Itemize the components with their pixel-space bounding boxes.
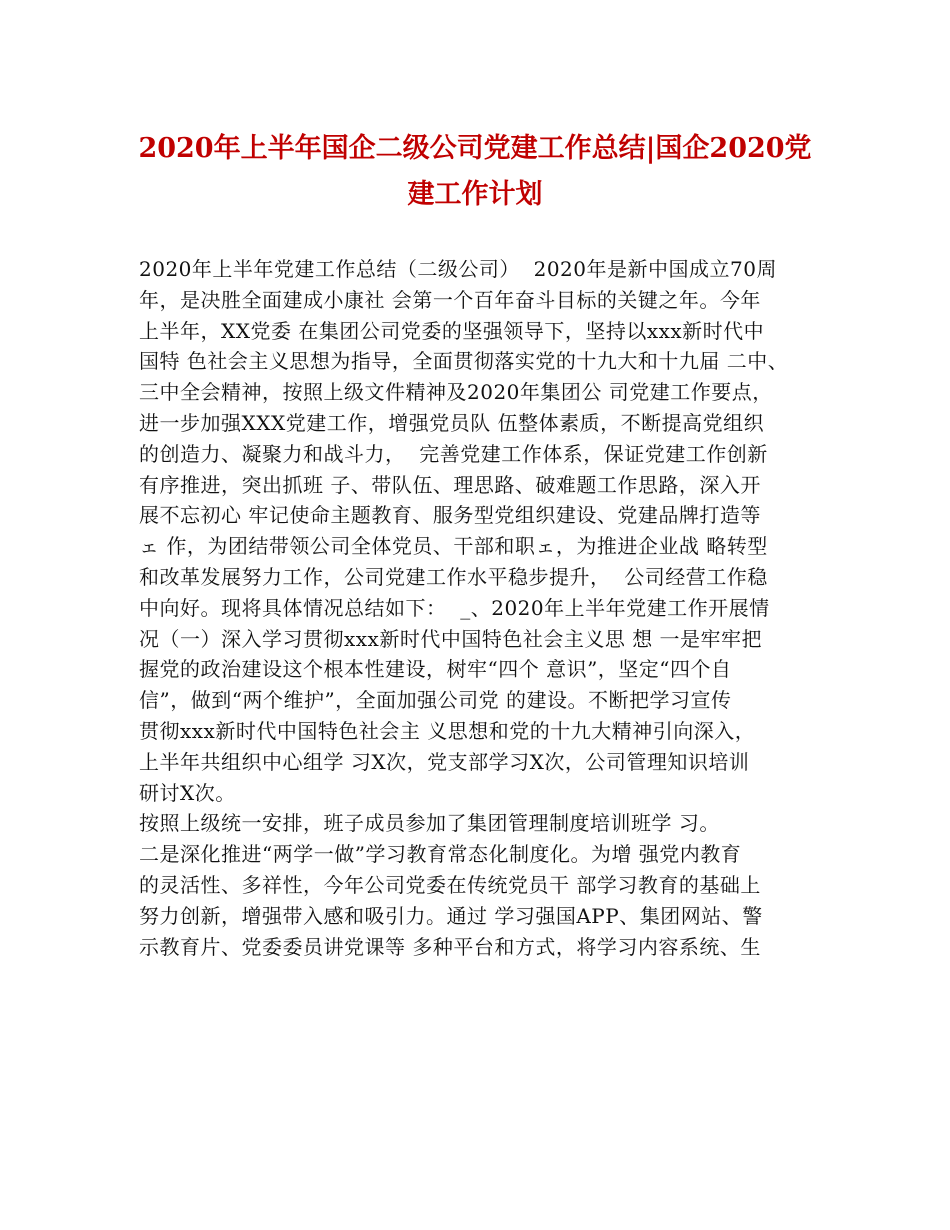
body-line: 研讨X次。 bbox=[139, 780, 236, 805]
body-line: 按照上级统一安排，班子成员参加了集团管理制度培训班学 习。 bbox=[139, 811, 720, 836]
title-line: 2020年上半年国企二级公司党建工作总结|国企2020党 bbox=[138, 133, 812, 164]
body-line: 努力创新，增强带入感和吸引力。通过 学习强国APP、集团网站、警 bbox=[139, 903, 763, 928]
body-line: 的灵活性、多祥性，今年公司党委在传统党员干 部学习教育的基础上 bbox=[139, 872, 761, 897]
body-line: 进一步加强XXX党建工作，增强党员队 伍整体素质，不断提高党组织 bbox=[139, 410, 765, 435]
body-line: 和改革发展努力工作，公司党建工作水平稳步提升， 公司经营工作稳 bbox=[139, 564, 768, 589]
document-title bbox=[120, 126, 830, 218]
body-line: 三中全会精神，按照上级文件精神及2020年集团公 司党建工作要点， bbox=[139, 380, 773, 405]
body-line: 握党的政治建设这个根本性建设，树牢“四个 意识”，坚定“四个自 bbox=[139, 657, 732, 682]
body-line: 2020年上半年党建工作总结（二级公司） 2020年是新中国成立70周 bbox=[139, 257, 777, 281]
body-line: 信”，做到“两个维护”，全面加强公司党 的建设。不断把学习宣传 bbox=[139, 688, 732, 713]
document-body bbox=[139, 254, 829, 962]
body-line: 国特 色社会主义思想为指导，全面贯彻落实党的十九大和十九届 二中、 bbox=[139, 349, 789, 374]
title-line: 建工作计划 bbox=[407, 179, 543, 210]
body-line: ェ 作，为团结带领公司全体党员、干部和职ェ，为推进企业战 略转型 bbox=[139, 534, 768, 559]
body-line: 中向好。现将具体情况总结如下： _、2020年上半年党建工作开展情 bbox=[139, 595, 770, 620]
body-line: 的创造力、凝聚力和战斗力， 完善党建工作体系，保证党建工作创新 bbox=[139, 441, 768, 466]
body-line: 年，是决胜全面建成小康社 会第一个百年奋斗目标的关键之年。今年 bbox=[139, 287, 761, 312]
body-line: 二是深化推进“两学一做”学习教育常态化制度化。为增 强党内教育 bbox=[139, 842, 742, 867]
body-line: 上半年共组织中心组学 习X次，党支部学习X次，公司管理知识培训 bbox=[139, 749, 750, 774]
body-line: 示教育片、党委委员讲党课等 多种平台和方式，将学习内容系统、生 bbox=[139, 934, 761, 959]
body-line: 有序推进，突出抓班 子、带队伍、理思路、破难题工作思路，深入开 bbox=[139, 472, 761, 497]
body-line: 上半年，XX党委 在集团公司党委的坚强领导下，坚持以xxx新时代中 bbox=[139, 318, 765, 343]
body-line: 展不忘初心 牢记使命主题教育、服务型党组织建设、党建品牌打造等 bbox=[139, 503, 761, 528]
body-line: 况（一）深入学习贯彻xxx新时代中国特色社会主义思 想 一是牢牢把 bbox=[139, 626, 763, 651]
body-line: 贯彻xxx新时代中国特色社会主 义思想和党的十九大精神引向深入， bbox=[139, 718, 756, 743]
